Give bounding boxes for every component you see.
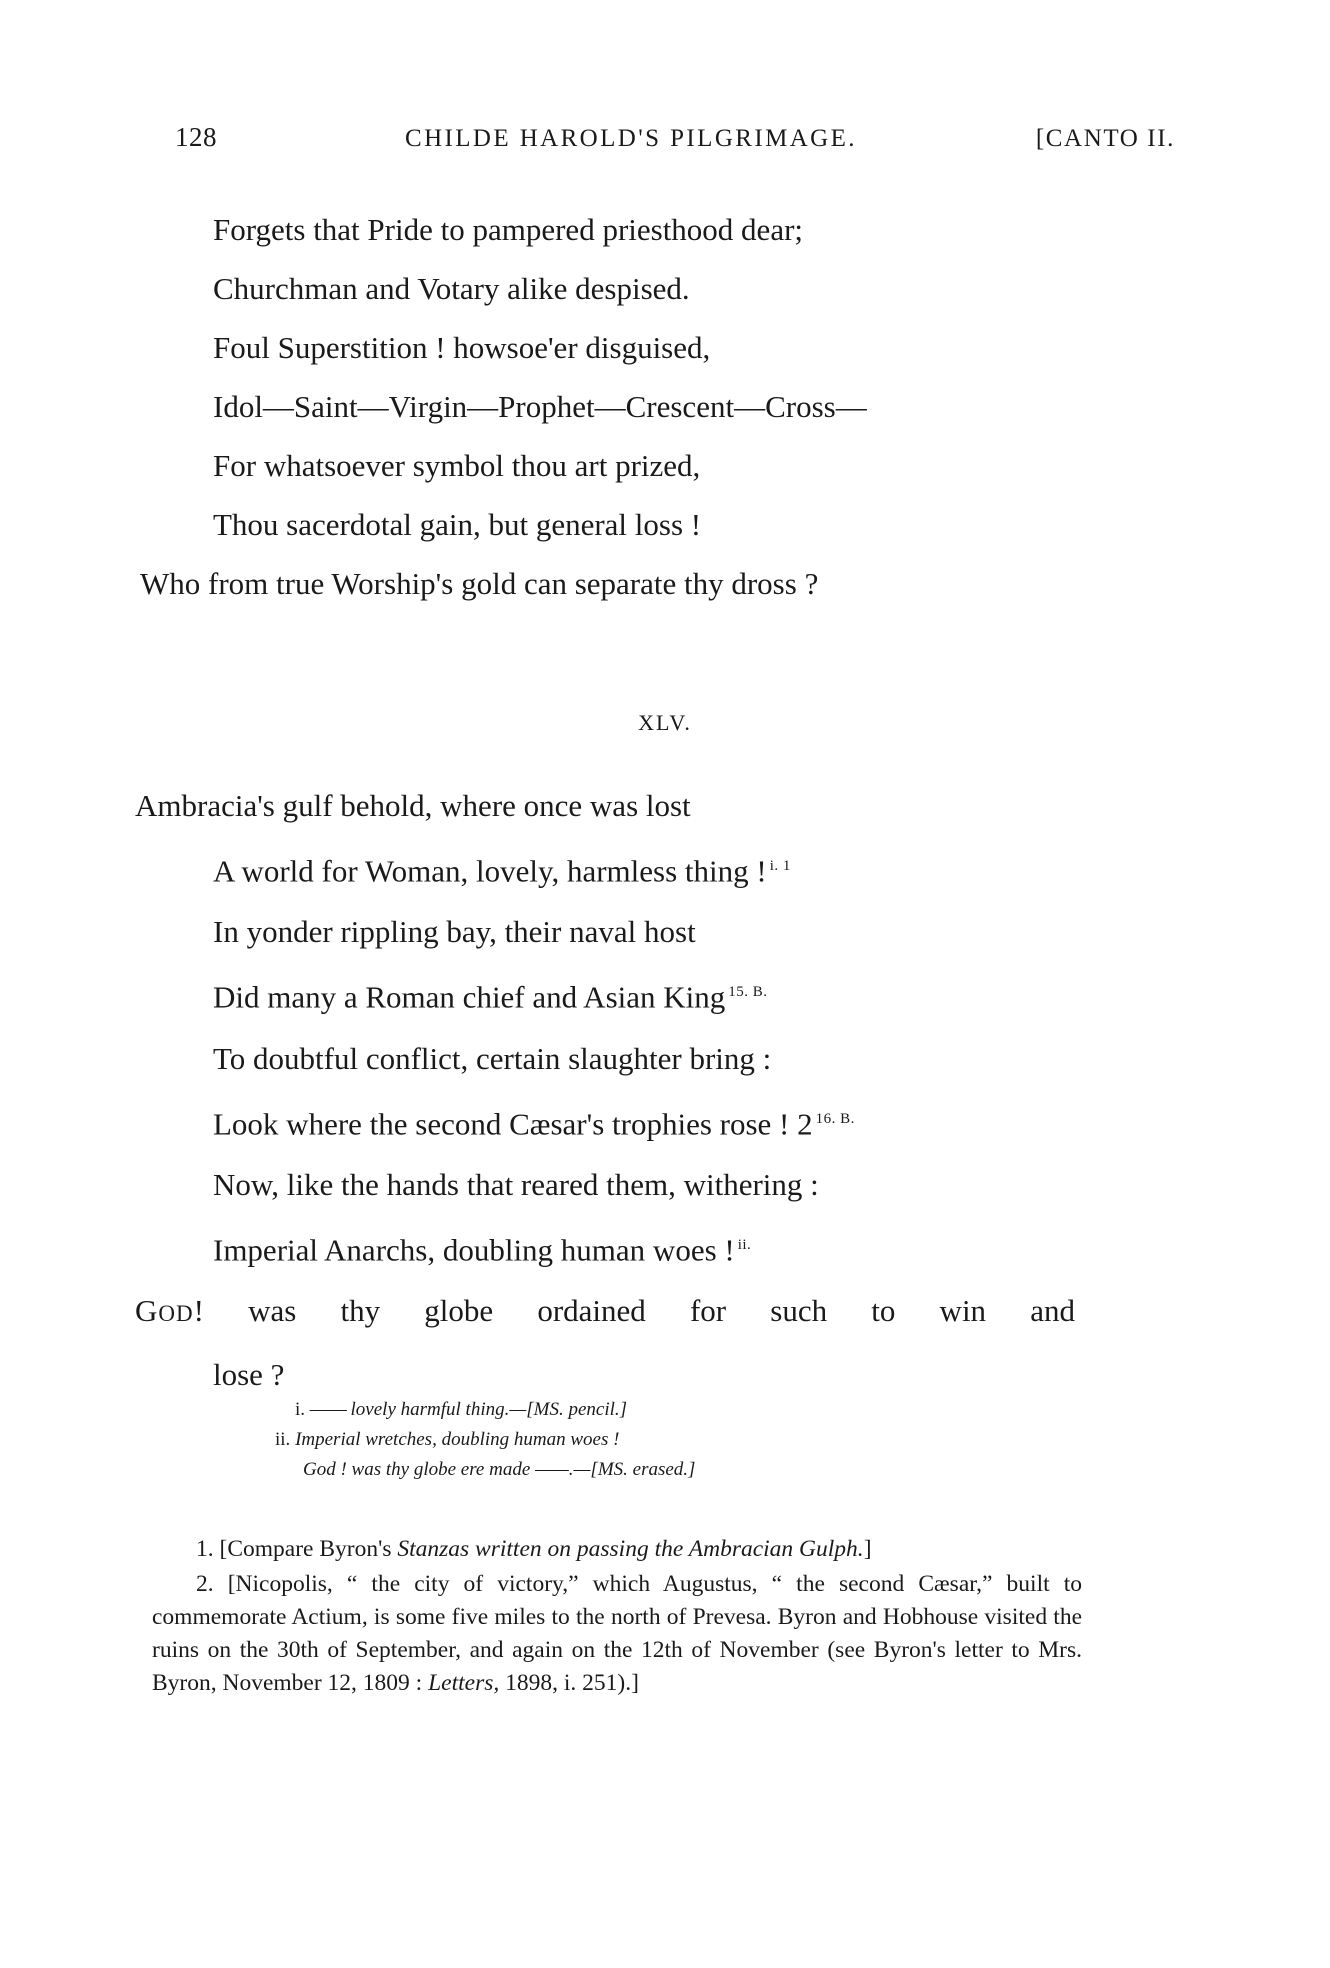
verse-line-text: Ambracia's gulf behold, where once was lost	[135, 788, 691, 823]
verse-line	[135, 775, 1185, 836]
stanza-45-verse	[135, 775, 1185, 1405]
ms-variant-notes	[275, 1395, 1075, 1485]
verse-line	[175, 836, 1185, 901]
stanza-44-verse	[140, 200, 1185, 613]
editorial-footnotes	[152, 1533, 1082, 1700]
footnote-marker: ii.	[737, 1236, 752, 1253]
stanza-number-xlv: XLV.	[638, 710, 692, 735]
ms-note-text: Imperial wretches, doubling human woes !	[295, 1429, 620, 1450]
ms-note-line	[275, 1425, 1075, 1455]
verse-line: Forgets that Pride to pampered priesthood dear;	[213, 212, 804, 247]
footnote-2-italic-ref: Letters,	[428, 1670, 500, 1696]
ms-note-text: God ! was thy globe ere made ——.—[MS. erased.]	[303, 1459, 696, 1480]
verse-line-text: A world for Woman, lovely, harmless thing !	[213, 853, 767, 889]
verse-line-text: In yonder rippling bay, their naval host	[213, 914, 696, 950]
running-head	[175, 122, 1175, 153]
footnote-2-tail: 1898, i. 251).]	[499, 1670, 639, 1696]
running-head-title: CHILDE HAROLD'S PILGRIMAGE.	[405, 125, 857, 152]
verse-dropcap: G	[135, 1293, 159, 1329]
verse-line: Thou sacerdotal gain, but general loss !	[213, 507, 702, 542]
verse-line	[175, 962, 1185, 1027]
verse-line-text: Now, like the hands that reared them, withering :	[213, 1166, 819, 1202]
verse-line-continued: lose ?	[213, 1357, 285, 1393]
ms-note-line	[275, 1395, 1075, 1425]
footnote-marker: 16. B.	[815, 1110, 855, 1127]
ms-note-text: lovely harmful thing.—[MS. pencil.]	[350, 1399, 628, 1420]
verse-line-text: ! was thy globe ordained for such to win and	[193, 1293, 1075, 1329]
verse-line	[175, 1154, 1185, 1215]
ms-note-line	[275, 1455, 1075, 1485]
verse-line: For whatsoever symbol thou art prized,	[213, 448, 701, 483]
verse-line-text: Look where the second Cæsar's trophies rose ! 2	[213, 1105, 813, 1141]
page-folio-number: 128	[175, 122, 217, 152]
verse-line-text: Did many a Roman chief and Asian King	[213, 979, 726, 1015]
footnote-1	[152, 1533, 1082, 1566]
footnote-2-body: 2. [Nicopolis, “ the city of victory,” which Augustus, “ the second Cæsar,” built to commemorate Actium, is some five miles to the north of Prevesa. Byron and Hobhouse visited the ruins on the 30th of September, and again on the 12th of November (see Byron's letter to Mrs. Byron, November 12, 1809 :	[152, 1571, 1082, 1696]
footnote-1-italic-title: Stanzas written on passing the Ambracian Gulph.	[397, 1536, 864, 1562]
verse-line: Idol—Saint—Virgin—Prophet—Crescent—Cross—	[213, 389, 867, 424]
footnote-marker: i. 1	[769, 858, 791, 874]
verse-line	[175, 1089, 1185, 1154]
footnote-1-lead: 1. [Compare Byron's	[196, 1536, 398, 1562]
footnote-marker: 15. B.	[728, 984, 768, 1001]
verse-line: Foul Superstition ! howsoe'er disguised,	[213, 330, 711, 365]
verse-line-text: To doubtful conflict, certain slaughter bring :	[213, 1040, 772, 1076]
verse-smallcaps-rest: OD	[158, 1301, 194, 1327]
footnote-1-tail: ]	[863, 1536, 872, 1562]
ms-note-marker: i.	[295, 1399, 306, 1420]
running-head-canto: [CANTO II.	[1035, 125, 1175, 152]
ms-note-marker: ii.	[275, 1429, 291, 1450]
ms-note-rule: ——	[309, 1399, 346, 1420]
verse-line: Who from true Worship's gold can separate thy dross ?	[140, 566, 819, 601]
verse-line: Churchman and Votary alike despised.	[213, 271, 690, 306]
verse-line	[175, 901, 1185, 962]
footnote-2	[152, 1568, 1082, 1700]
verse-line	[175, 1028, 1185, 1089]
verse-line-last	[135, 1280, 1075, 1344]
verse-line-text: Imperial Anarchs, doubling human woes !	[213, 1232, 735, 1268]
verse-line	[175, 1215, 1185, 1280]
